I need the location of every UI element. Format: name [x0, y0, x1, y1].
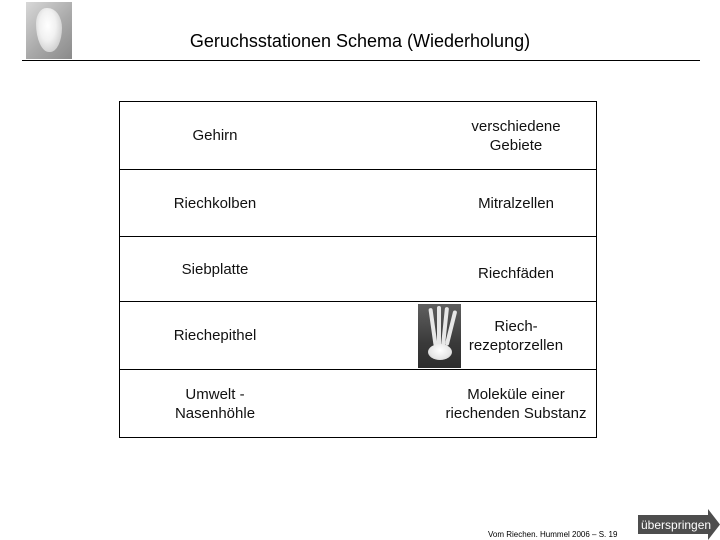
skip-button[interactable]: [638, 509, 720, 540]
schema-cell-left: Riechepithel: [173, 327, 257, 344]
schema-cell-left: Umwelt - Nasenhöhle: [174, 385, 256, 422]
schema-cell-right: Mitralzellen: [478, 194, 554, 212]
schema-cell-left: Gehirn: [192, 127, 238, 144]
skip-button-label: überspringen: [641, 518, 712, 532]
schema-cell-left: Siebplatte: [181, 260, 249, 278]
schema-cell-right: Riechfäden: [478, 264, 554, 282]
schema-cell-left: Riechkolben: [173, 194, 257, 212]
schema-cell-right: Moleküle einer riechenden Substanz: [445, 385, 587, 422]
page-title: Geruchsstationen Schema (Wiederholung): [189, 31, 531, 51]
title-divider: [22, 60, 700, 61]
schema-cell-right: Riech- rezeptorzellen: [468, 317, 564, 354]
schema-row: [120, 302, 596, 370]
schema-row: [120, 102, 596, 170]
footer-citation: Vom Riechen. Hummel 2006 – S. 19: [488, 530, 618, 539]
schema-row: [120, 237, 596, 302]
schema-table: [119, 101, 597, 438]
schema-row: [120, 170, 596, 237]
schema-cell-right: verschiedene Gebiete: [471, 117, 561, 154]
schema-row: [120, 370, 596, 437]
